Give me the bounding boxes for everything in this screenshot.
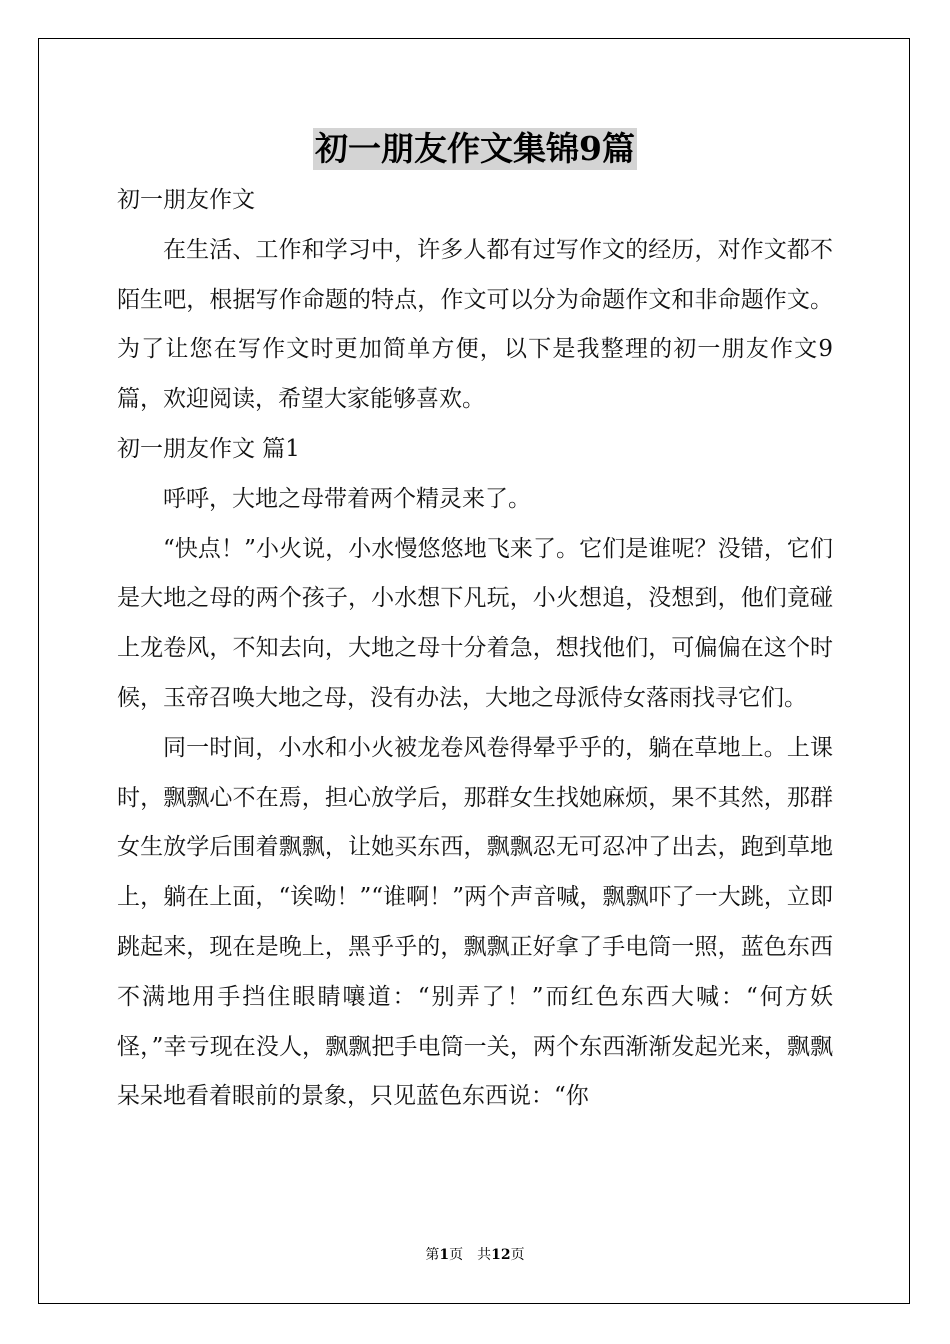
section-heading: 初一朋友作文 篇1 <box>117 435 300 462</box>
title-container <box>0 128 950 170</box>
footer-prefix: 第 <box>425 1247 440 1263</box>
document-title: 初一朋友作文集锦9篇 <box>315 129 635 168</box>
page-footer <box>0 1244 950 1264</box>
section-heading: 初一朋友作文 <box>117 187 255 213</box>
paragraph: 在生活、工作和学习中，许多人都有过写作文的经历，对作文都不陌生吧，根据写作命题的特点，作文可以分为命题作文和非命题作文。为了让您在写作文时更加简单方便，以下是我整理的初一朋友作文9篇，欢迎阅读，希望大家能够喜欢。 <box>117 236 833 413</box>
footer-suffix: 页 <box>510 1247 525 1263</box>
paragraph: “快点！”小火说，小水慢悠悠地飞来了。它们是谁呢？没错，它们是大地之母的两个孩子，小水想下凡玩，小火想追，没想到，他们竟碰上龙卷风，不知去向，大地之母十分着急，想找他们，可偏偏在这个时候，玉帝召唤大地之母，没有办法，大地之母派侍女落雨找寻它们。 <box>117 535 833 711</box>
paragraph: 呼呼，大地之母带着两个精灵来了。 <box>163 485 531 512</box>
footer-page-number: 1 <box>439 1247 450 1263</box>
footer-mid: 页 共 <box>449 1247 492 1263</box>
footer-total-pages: 12 <box>491 1247 511 1263</box>
document-body <box>117 176 833 1122</box>
paragraph: 同一时间，小水和小火被龙卷风卷得晕乎乎的，躺在草地上。上课时，飘飘心不在焉，担心放学后，那群女生找她麻烦，果不其然，那群女生放学后围着飘飘，让她买东西，飘飘忍无可忍冲了出去，跑到草地上，躺在上面，“诶呦！”“谁啊！”两个声音喊，飘飘吓了一大跳，立即跳起来，现在是晚上，黑乎乎的，飘飘正好拿了手电筒一照，蓝色东西不满地用手挡住眼睛嚷道：“别弄了！”而红色东西大喊：“何方妖怪，”幸亏现在没人，飘飘把手电筒一关，两个东西渐渐发起光来，飘飘呆呆地看着眼前的景象，只见蓝色东西说：“你 <box>117 734 833 1110</box>
